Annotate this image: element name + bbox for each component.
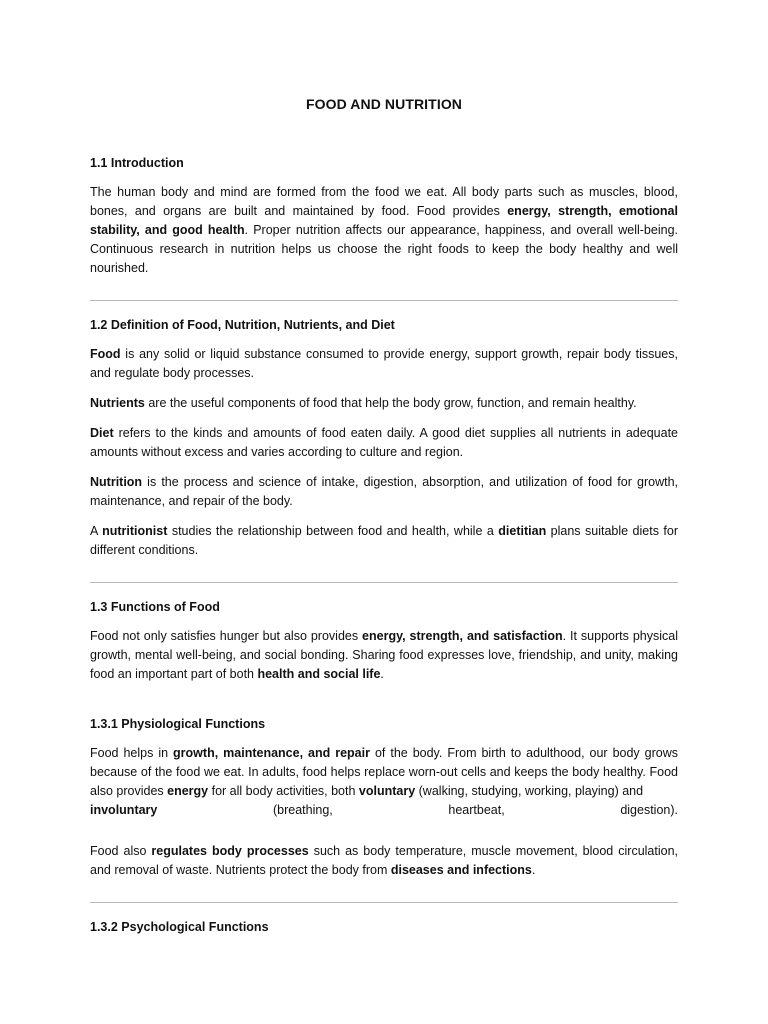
paragraph: Food helps in growth, maintenance, and repair of the body. From birth to adulthood, our body grows because of the food we eat. In adults, food helps replace worn-out cells and keeps the body healthy. Food also provides energy for all body activities, both voluntary (walking, studying, working, playing) and [90, 746, 678, 798]
section-definitions [90, 318, 678, 560]
document-title: FOOD AND NUTRITION [305, 96, 463, 112]
paragraph: A nutritionist studies the relationship between food and health, while a dietitian plans suitable diets for different conditions. [90, 524, 678, 557]
paragraph: Diet refers to the kinds and amounts of food eaten daily. A good diet supplies all nutrients in adequate amounts without excess and varies according to culture and region. [90, 426, 678, 459]
section-heading: 1.1 Introduction [90, 156, 184, 170]
paragraph: Food not only satisfies hunger but also provides energy, strength, and satisfaction. It supports physical growth, mental well-being, and social bonding. Sharing food expresses love, friendship, and unity, making food an important part of both health and social life. [90, 629, 678, 681]
paragraph-last-line: involuntary (breathing, heartbeat, digestion). [90, 803, 678, 817]
section-physiological-functions [90, 717, 678, 880]
subsection-heading: 1.3.1 Physiological Functions [90, 717, 266, 731]
section-heading: 1.3 Functions of Food [90, 600, 220, 614]
section-heading: 1.2 Definition of Food, Nutrition, Nutrients, and Diet [90, 318, 395, 332]
section-divider [90, 300, 678, 301]
paragraph: Food is any solid or liquid substance consumed to provide energy, support growth, repair body tissues, and regulate body processes. [90, 347, 678, 380]
paragraph: The human body and mind are formed from the food we eat. All body parts such as muscles, blood, bones, and organs are built and maintained by food. Food provides energy, strength, emotional stability, and good health. Proper nutrition affects our appearance, happiness, and overall well-being. Continuous research in nutrition helps us choose the right foods to keep the body healthy and well nourished. [90, 185, 678, 275]
section-functions-of-food [90, 600, 678, 684]
section-divider [90, 582, 678, 583]
section-divider [90, 902, 678, 903]
subsection-heading: 1.3.2 Psychological Functions [90, 920, 269, 934]
section-introduction [90, 156, 678, 278]
section-psychological-functions [90, 920, 678, 934]
paragraph: Nutrients are the useful components of food that help the body grow, function, and remain healthy. [90, 396, 637, 410]
paragraph: Food also regulates body processes such as body temperature, muscle movement, blood circulation, and removal of waste. Nutrients protect the body from diseases and infections. [90, 844, 678, 877]
paragraph: Nutrition is the process and science of intake, digestion, absorption, and utilization of food for growth, maintenance, and repair of the body. [90, 475, 678, 508]
